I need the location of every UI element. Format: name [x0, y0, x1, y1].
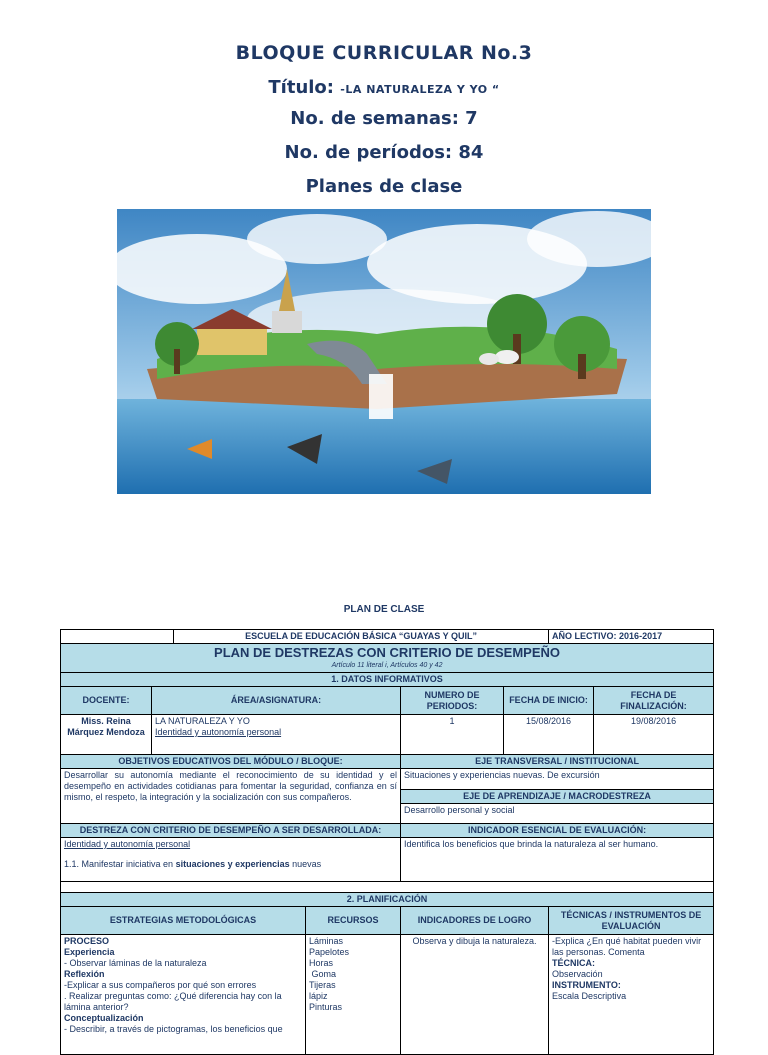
planes-line: Planes de clase	[305, 176, 463, 197]
plan-title-cell	[61, 644, 714, 673]
recurso-item: Tijeras	[309, 980, 336, 990]
recurso-item: Horas	[309, 958, 334, 968]
planificacion-header: 2. PLANIFICACIÓN	[61, 893, 714, 907]
eje-aprendizaje-value: Desarrollo personal y social	[401, 804, 714, 824]
periodos-value: 1	[401, 715, 504, 755]
periodos-line: No. de períodos: 84	[284, 142, 484, 163]
bloque-title: BLOQUE CURRICULAR No.3	[235, 42, 533, 64]
titulo-label: Título:	[268, 77, 334, 98]
tecnicas-header: TÉCNICAS / INSTRUMENTOS DE EVALUACIÓN	[549, 907, 714, 935]
indicador-logro-value: Observa y dibuja la naturaleza.	[401, 935, 549, 1055]
recurso-item: Papelotes	[309, 947, 350, 957]
estrategias-header: ESTRATEGIAS METODOLÓGICAS	[61, 907, 306, 935]
estrategias-value: PROCESO Experiencia - Observar láminas de la naturaleza Reflexión -Explicar a sus compañeros por qué son errores . Realizar preguntas como: ¿Qué diferencia hay con la lámina anterior? Conceptualización - Describir, a través de pictogramas, los beneficios que	[61, 935, 306, 1055]
area-line-1: LA NATURALEZA Y YO	[155, 716, 250, 726]
datos-informativos-header: 1. DATOS INFORMATIVOS	[61, 673, 714, 687]
fin-value: 19/08/2016	[594, 715, 714, 755]
tecnicas-value: -Explica ¿En qué habitat pueden vivir las personas. Comenta TÉCNICA: Observación INSTRUMENTO: Escala Descriptiva	[549, 935, 714, 1055]
destreza-line-2: 1.1. Manifestar iniciativa en situaciones y experiencias nuevas	[64, 859, 322, 869]
titulo-line	[0, 77, 768, 98]
recurso-item: lápiz	[309, 991, 328, 1001]
recursos-header: RECURSOS	[306, 907, 401, 935]
recursos-value	[306, 935, 401, 1055]
eje-transversal-header: EJE TRANSVERSAL / INSTITUCIONAL	[401, 755, 714, 769]
nature-illustration	[117, 209, 651, 494]
area-line-2: Identidad y autonomía personal	[155, 727, 282, 737]
destreza-line-1: Identidad y autonomía personal	[64, 839, 191, 849]
docente-value: Miss. Reina Márquez Mendoza	[61, 715, 152, 755]
semanas-line: No. de semanas: 7	[290, 108, 478, 129]
plan-de-clase-label: PLAN DE CLASE	[343, 604, 425, 615]
recurso-item: Láminas	[309, 936, 344, 946]
periodos-header: NUMERO DE PERIODOS:	[401, 687, 504, 715]
destreza-value	[61, 838, 401, 882]
titulo-value: -LA NATURALEZA Y YO “	[340, 83, 500, 96]
blank-cell	[61, 630, 174, 644]
fin-header: FECHA DE FINALIZACIÓN:	[594, 687, 714, 715]
objetivos-header: OBJETIVOS EDUCATIVOS DEL MÓDULO / BLOQUE:	[61, 755, 401, 769]
docente-header: DOCENTE:	[61, 687, 152, 715]
indicador-header: INDICADOR ESENCIAL DE EVALUACIÓN:	[401, 824, 714, 838]
indicador-value: Identifica los beneficios que brinda la naturaleza al ser humano.	[401, 838, 714, 882]
area-value	[152, 715, 401, 755]
inicio-value: 15/08/2016	[504, 715, 594, 755]
eje-transversal-value: Situaciones y experiencias nuevas. De excursión	[401, 769, 714, 790]
articulo-text: Artículo 11 literal i, Artículos 40 y 42	[331, 662, 443, 669]
plan-title: PLAN DE DESTREZAS CON CRITERIO DE DESEMPEÑO	[214, 645, 561, 660]
indicadores-logro-header: INDICADORES DE LOGRO	[401, 907, 549, 935]
destreza-header: DESTREZA CON CRITERIO DE DESEMPEÑO A SER DESARROLLADA:	[61, 824, 401, 838]
recurso-item: Goma	[309, 969, 337, 979]
eje-aprendizaje-header: EJE DE APRENDIZAJE / MACRODESTREZA	[401, 790, 714, 804]
area-header: ÁREA/ASIGNATURA:	[152, 687, 401, 715]
anio-lectivo-cell: AÑO LECTIVO: 2016-2017	[549, 630, 714, 644]
recurso-item: Pinturas	[309, 1002, 343, 1012]
inicio-header: FECHA DE INICIO:	[504, 687, 594, 715]
spacer-row	[61, 882, 714, 893]
plan-table	[60, 629, 714, 1055]
escuela-cell: ESCUELA DE EDUCACIÓN BÁSICA “GUAYAS Y QUIL”	[174, 630, 549, 644]
objetivo-text: Desarrollar su autonomía mediante el reconocimiento de su identidad y el desempeño en actividades cotidianas para fomentar la seguridad, confianza en sí mismo, el respeto, la integración y la socialización con sus compañeros.	[61, 769, 401, 824]
